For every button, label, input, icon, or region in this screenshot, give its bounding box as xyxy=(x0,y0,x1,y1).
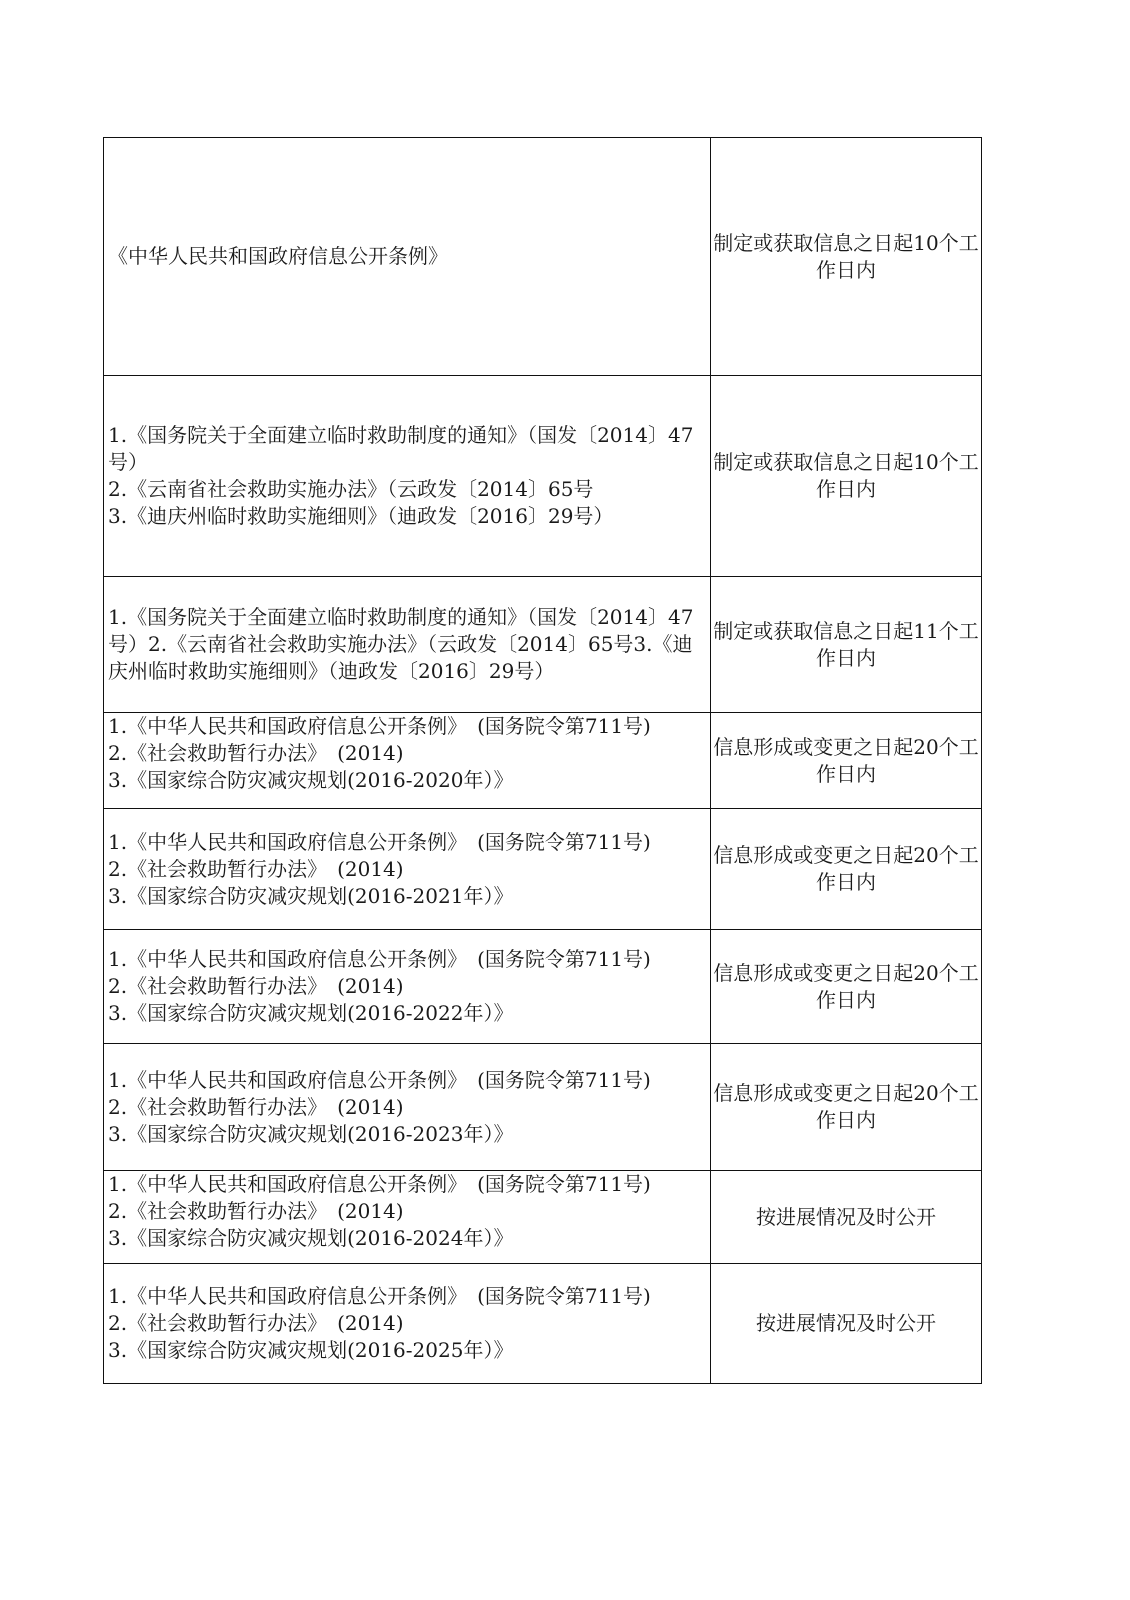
basis-cell xyxy=(104,577,711,713)
basis-cell xyxy=(104,809,711,930)
basis-line: 3.《国家综合防灾减灾规划(2016-2022年）》 xyxy=(108,1001,514,1025)
basis-line: 《中华人民共和国政府信息公开条例》 xyxy=(108,244,448,268)
basis-line: 2.《社会救助暂行办法》 (2014) xyxy=(108,1094,404,1119)
basis-cell xyxy=(104,138,711,376)
basis-line: 2.《社会救助暂行办法》 (2014) xyxy=(108,856,404,881)
table-row xyxy=(104,577,982,713)
basis-line: 2.《云南省社会救助实施办法》（云政发〔2014〕65号 xyxy=(108,477,594,501)
table-row xyxy=(104,930,982,1044)
basis-cell xyxy=(104,1264,711,1384)
table-row xyxy=(104,713,982,809)
table-row xyxy=(104,1171,982,1264)
table-row xyxy=(104,1044,982,1171)
basis-line: 2.《社会救助暂行办法》 (2014) xyxy=(108,741,404,765)
basis-line: 1.《中华人民共和国政府信息公开条例》 (国务院令第711号) xyxy=(108,1172,651,1196)
basis-line: 1.《国务院关于全面建立临时救助制度的通知》（国发〔2014〕47号）2.《云南省社会救助实施办法》（云政发〔2014〕65号3.《迪庆州临时救助实施细则》（迪政发〔2016〕29号） xyxy=(108,605,694,683)
basis-cell xyxy=(104,376,711,577)
time-limit-cell: 制定或获取信息之日起10个工作日内 xyxy=(711,138,982,376)
basis-line: 3.《国家综合防灾减灾规划(2016-2024年）》 xyxy=(108,1226,514,1250)
basis-line: 3.《国家综合防灾减灾规划(2016-2023年）》 xyxy=(108,1121,514,1146)
time-limit-cell: 信息形成或变更之日起20个工作日内 xyxy=(711,809,982,930)
basis-line: 1.《中华人民共和国政府信息公开条例》 (国务院令第711号) xyxy=(108,947,651,971)
basis-line: 3.《国家综合防灾减灾规划(2016-2025年）》 xyxy=(108,1338,514,1362)
basis-line: 1.《中华人民共和国政府信息公开条例》 (国务院令第711号) xyxy=(108,1284,651,1308)
basis-line: 1.《国务院关于全面建立临时救助制度的通知》（国发〔2014〕47号） xyxy=(108,423,694,474)
time-limit-cell: 制定或获取信息之日起10个工作日内 xyxy=(711,376,982,577)
table-row xyxy=(104,138,982,376)
time-limit-cell: 制定或获取信息之日起11个工作日内 xyxy=(711,577,982,713)
time-limit-cell: 按进展情况及时公开 xyxy=(711,1171,982,1264)
time-limit-cell: 信息形成或变更之日起20个工作日内 xyxy=(711,713,982,809)
table-row xyxy=(104,376,982,577)
time-limit-cell: 按进展情况及时公开 xyxy=(711,1264,982,1384)
basis-cell xyxy=(104,1044,711,1171)
time-limit-cell: 信息形成或变更之日起20个工作日内 xyxy=(711,930,982,1044)
time-limit-cell: 信息形成或变更之日起20个工作日内 xyxy=(711,1044,982,1171)
basis-line: 1.《中华人民共和国政府信息公开条例》 (国务院令第711号) xyxy=(108,714,651,738)
basis-line: 2.《社会救助暂行办法》 (2014) xyxy=(108,1311,404,1335)
basis-line: 3.《迪庆州临时救助实施细则》（迪政发〔2016〕29号） xyxy=(108,504,614,528)
table-row xyxy=(104,1264,982,1384)
basis-cell xyxy=(104,1171,711,1264)
basis-line: 2.《社会救助暂行办法》 (2014) xyxy=(108,974,404,998)
basis-line: 3.《国家综合防灾减灾规划(2016-2021年）》 xyxy=(108,883,514,908)
basis-line: 2.《社会救助暂行办法》 (2014) xyxy=(108,1199,404,1223)
disclosure-table xyxy=(103,137,982,1384)
basis-cell xyxy=(104,713,711,809)
basis-cell xyxy=(104,930,711,1044)
table-row xyxy=(104,809,982,930)
basis-line: 3.《国家综合防灾减灾规划(2016-2020年）》 xyxy=(108,768,514,792)
basis-line: 1.《中华人民共和国政府信息公开条例》 (国务院令第711号) xyxy=(108,829,651,854)
basis-line: 1.《中华人民共和国政府信息公开条例》 (国务院令第711号) xyxy=(108,1067,651,1092)
